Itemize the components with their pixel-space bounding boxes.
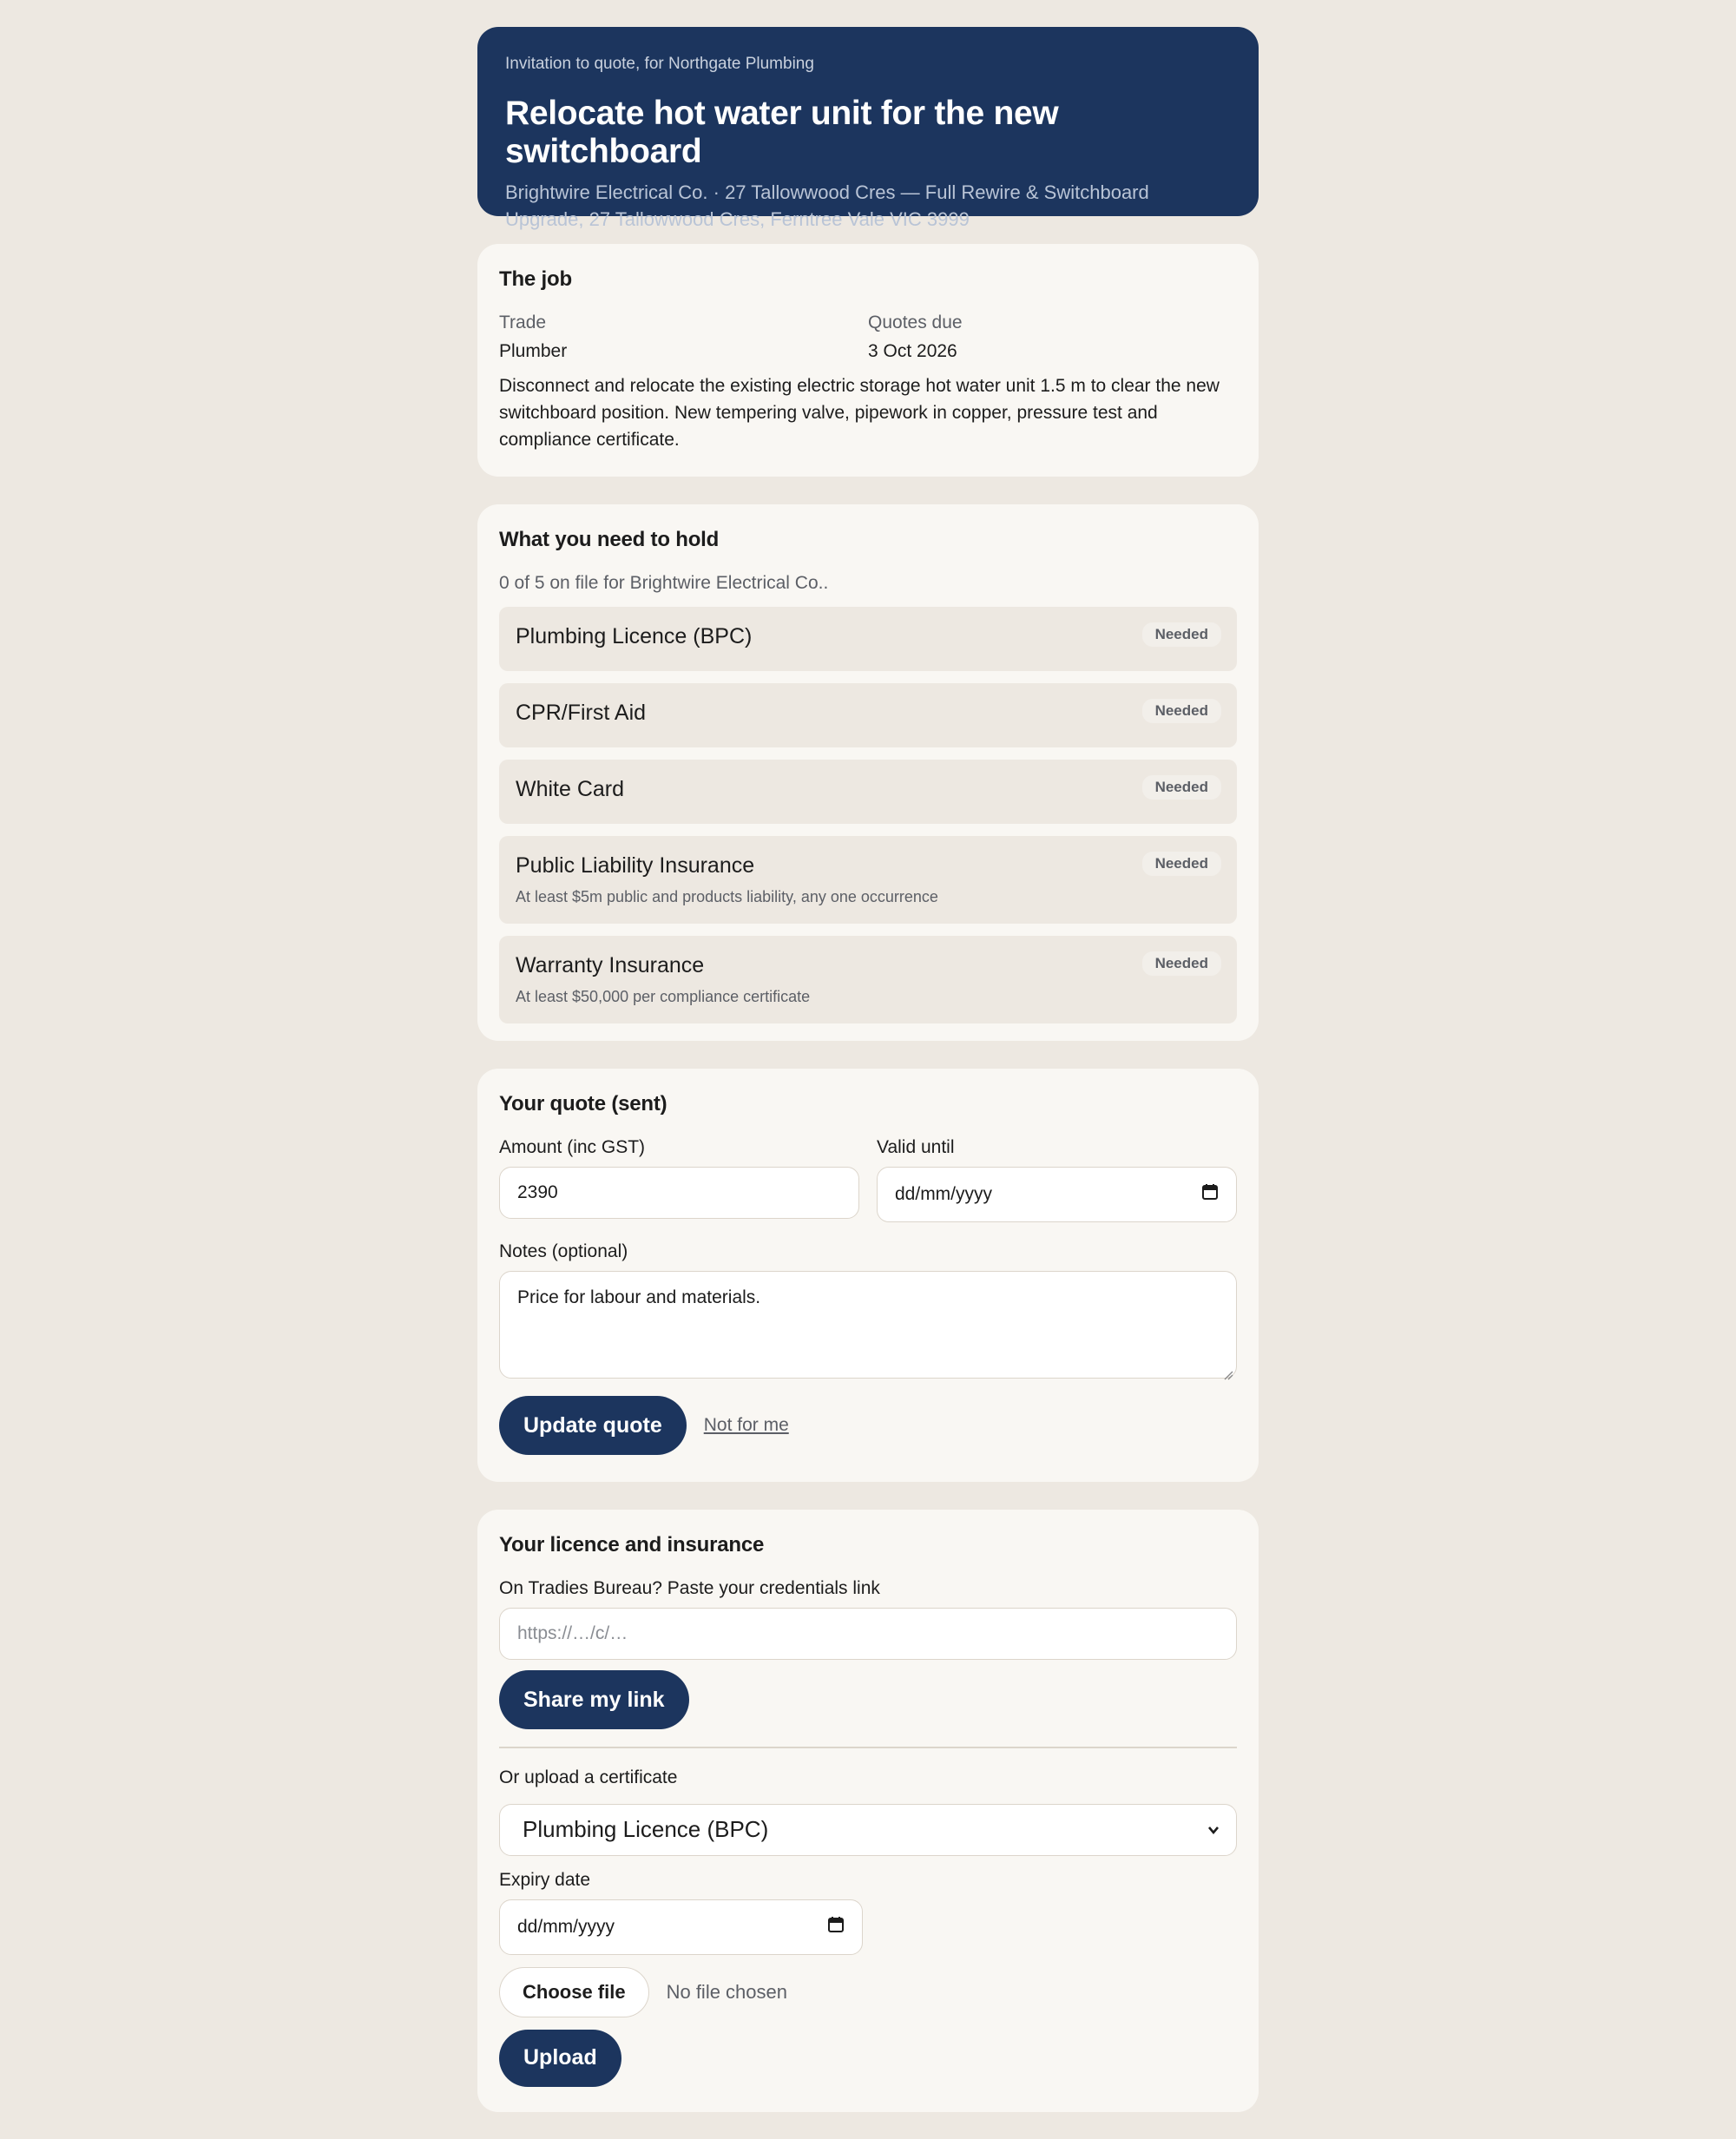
requirements-summary: 0 of 5 on file for Brightwire Electrical Co..: [499, 573, 829, 593]
expiry-date-input[interactable]: [499, 1899, 863, 1955]
share-row: [499, 1670, 1237, 1729]
page: [477, 27, 1259, 2112]
quote-heading: Your quote (sent): [499, 1092, 667, 1116]
valid-until-label: Valid until: [877, 1137, 955, 1157]
requirement-item: [499, 607, 1237, 671]
amount-field-group: [499, 1137, 859, 1222]
upload-group: [499, 1767, 1237, 1856]
page-title: Relocate hot water unit for the new switchboard: [505, 95, 1059, 170]
resize-grip-icon[interactable]: [1223, 1365, 1233, 1375]
quotes-due-label: Quotes due: [868, 313, 963, 332]
invitation-header: [477, 27, 1259, 230]
requirement-item: [499, 836, 1237, 924]
job-details: [499, 313, 1237, 362]
amount-input[interactable]: [499, 1167, 859, 1219]
job-description: Disconnect and relocate the existing electric storage hot water unit 1.5 m to clear the new switchboard position. New tempering valve, pipework in copper, pressure test and compliance certificate.: [499, 376, 1220, 450]
calendar-icon[interactable]: [1201, 1183, 1219, 1206]
quote-fields: [499, 1137, 1237, 1222]
requirement-name: Plumbing Licence (BPC): [516, 624, 753, 648]
requirements-card: [477, 504, 1259, 1041]
requirement-item: [499, 683, 1237, 747]
divider: [499, 1747, 1237, 1748]
chevron-down-icon: [1207, 1816, 1220, 1843]
credentials-link-label: On Tradies Bureau? Paste your credentials link: [499, 1578, 880, 1598]
quotes-due-value: 3 Oct 2026: [868, 341, 957, 361]
job-card: [477, 244, 1259, 477]
certificate-type-select[interactable]: [499, 1804, 1237, 1856]
file-picker: [499, 1967, 1237, 2017]
requirement-item: [499, 760, 1237, 824]
credentials-heading: Your licence and insurance: [499, 1533, 765, 1557]
amount-label: Amount (inc GST): [499, 1137, 646, 1157]
calendar-icon[interactable]: [827, 1916, 845, 1938]
credentials-link-group: [499, 1578, 1237, 1660]
update-quote-button[interactable]: Update quote: [499, 1396, 687, 1455]
not-for-me-link[interactable]: Not for me: [703, 1415, 789, 1435]
status-badge: Needed: [1142, 699, 1221, 723]
requirements-heading: What you need to hold: [499, 528, 720, 551]
requirements-list: [499, 607, 1237, 1023]
notes-value: Price for labour and materials.: [517, 1287, 761, 1307]
trade-label: Trade: [499, 313, 547, 332]
upload-label: Or upload a certificate: [499, 1767, 678, 1787]
requirement-name: White Card: [516, 777, 625, 801]
valid-until-placeholder: dd/mm/yyyy: [895, 1184, 993, 1204]
status-badge: Needed: [1142, 951, 1221, 976]
invitation-eyebrow: Invitation to quote, for Northgate Plumbing: [505, 55, 814, 73]
notes-field-group: [499, 1241, 1237, 1379]
requirement-item: [499, 936, 1237, 1023]
notes-textarea[interactable]: [499, 1271, 1237, 1379]
valid-until-field-group: [877, 1137, 1237, 1222]
expiry-field-group: [499, 1870, 1237, 1955]
status-badge: Needed: [1142, 775, 1221, 800]
due-detail: [868, 313, 1237, 362]
requirement-name: Warranty Insurance: [516, 953, 705, 977]
status-badge: Needed: [1142, 622, 1221, 647]
requirement-name: Public Liability Insurance: [516, 853, 755, 878]
quote-actions: [499, 1396, 1237, 1455]
status-badge: Needed: [1142, 852, 1221, 876]
project-subtitle: Brightwire Electrical Co. · 27 Tallowwood Cres — Full Rewire & Switchboard Upgrade, 27 Tallowwood Cres, Ferntree Vale VIC 3999: [505, 181, 1149, 230]
expiry-placeholder: dd/mm/yyyy: [517, 1916, 615, 1937]
choose-file-button[interactable]: Choose file: [499, 1967, 649, 2017]
notes-label: Notes (optional): [499, 1241, 628, 1261]
selected-certificate: Plumbing Licence (BPC): [523, 1816, 769, 1842]
trade-value: Plumber: [499, 341, 568, 361]
credentials-link-input[interactable]: [499, 1608, 1237, 1660]
credentials-link-placeholder: https://…/c/…: [517, 1623, 628, 1643]
expiry-label: Expiry date: [499, 1869, 591, 1890]
credentials-card: [477, 1510, 1259, 2112]
valid-until-input[interactable]: [877, 1167, 1237, 1222]
amount-value: 2390: [517, 1182, 558, 1202]
job-heading: The job: [499, 267, 572, 291]
share-my-link-button[interactable]: Share my link: [499, 1670, 689, 1729]
requirement-name: CPR/First Aid: [516, 701, 647, 725]
requirement-note: At least $5m public and products liability, any one occurrence: [516, 888, 938, 905]
requirement-note: At least $50,000 per compliance certificate: [516, 988, 811, 1005]
upload-row: [499, 2030, 1237, 2087]
trade-detail: [499, 313, 868, 362]
file-status: No file chosen: [666, 1980, 787, 2003]
upload-button[interactable]: Upload: [499, 2030, 621, 2087]
quote-card: [477, 1069, 1259, 1482]
